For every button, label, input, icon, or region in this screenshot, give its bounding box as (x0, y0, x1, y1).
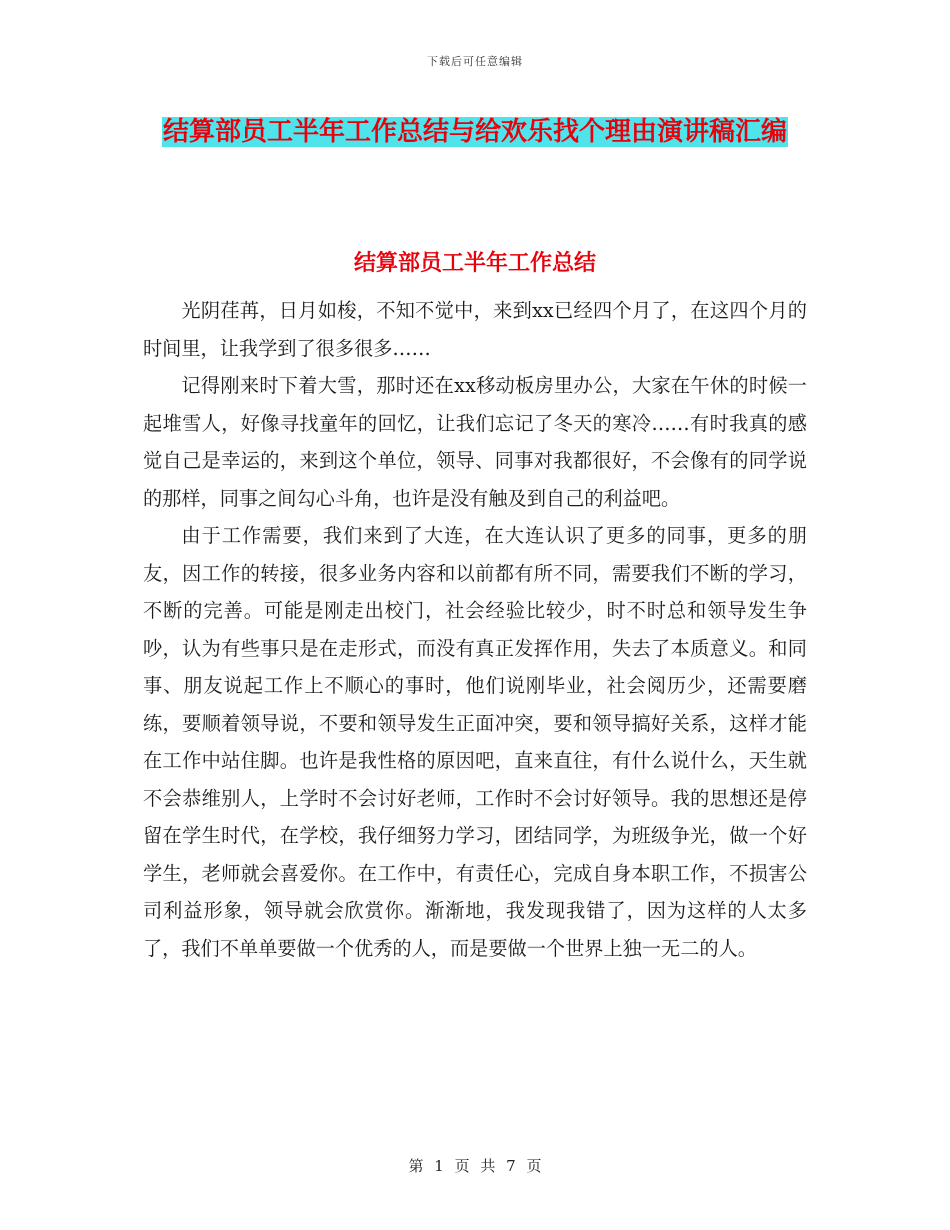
paragraph: 光阴荏苒，日月如梭，不知不觉中，来到xx已经四个月了，在这四个月的时间里，让我学到了很多很多…… (143, 299, 807, 360)
paragraph: 由于工作需要，我们来到了大连，在大连认识了更多的同事，更多的朋友，因工作的转接，很多业务内容和以前都有所不同，需要我们不断的学习，不断的完善。可能是刚走出校门，社会经验比较少，时不时总和领导发生争吵，认为有些事只是在走形式，而没有真正发挥作用，失去了本质意义。和同事、朋友说起工作上不顺心的事时，他们说刚毕业，社会阅历少，还需要磨练，要顺着领导说，不要和领导发生正面冲突，要和领导搞好关系，这样才能在工作中站住脚。也许是我性格的原因吧，直来直往，有什么说什么，天生就不会恭维别人，上学时不会讨好老师，工作时不会讨好领导。我的思想还是停留在学生时代，在学校，我仔细努力学习，团结同学，为班级争光，做一个好学生，老师就会喜爱你。在工作中，有责任心，完成自身本职工作，不损害公司利益形象，领导就会欣赏你。渐渐地，我发现我错了，因为这样的人太多了，我们不单单要做一个优秀的人，而是要做一个世界上独一无二的人。 (143, 524, 807, 960)
paragraph: 记得刚来时下着大雪，那时还在xx移动板房里办公，大家在午休的时候一起堆雪人，好像寻找童年的回忆，让我们忘记了冬天的寒冷……有时我真的感觉自己是幸运的，来到这个单位，领导、同事对我都很好，不会像有的同学说的那样，同事之间勾心斗角，也许是没有触及到自己的利益吧。 (143, 374, 807, 510)
header-note: 下载后可任意编辑 (427, 55, 523, 68)
document-title-text: 结算部员工半年工作总结与给欢乐找个理由演讲稿汇编 (162, 117, 787, 147)
section-title: 结算部员工半年工作总结 (353, 251, 596, 276)
document-body (143, 292, 807, 967)
document-title (140, 108, 810, 156)
page-number-footer: 第 1 页 共 7 页 (408, 1157, 542, 1175)
